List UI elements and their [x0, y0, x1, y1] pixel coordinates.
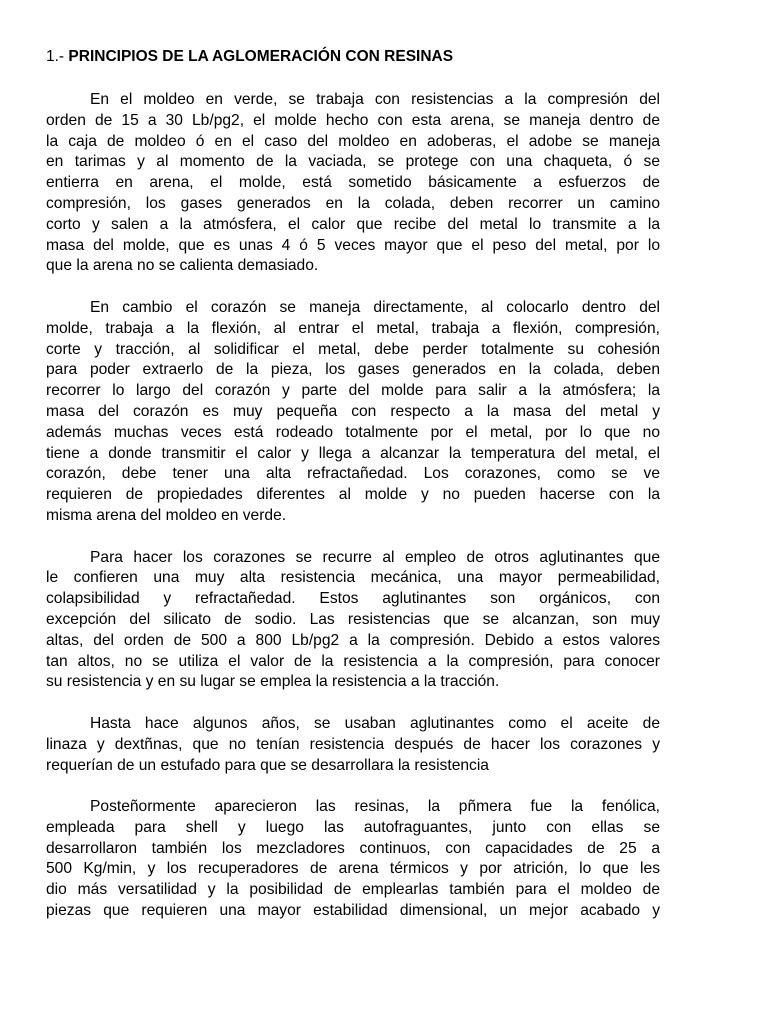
- text-line: tan altos, no se utiliza el valor de la resistencia a la compresión, para conocer: [46, 652, 660, 670]
- text-line: Para hacer los corazones se recurre al empleo de otros aglutinantes que: [90, 548, 660, 566]
- text-line: le confieren una muy alta resistencia mecánica, una mayor permeabilidad,: [46, 569, 660, 587]
- text-line: En el moldeo en verde, se trabaja con resistencias a la compresión del: [90, 91, 660, 108]
- text-line: la caja de moldeo ó en el caso del moldeo en adoberas, el adobe se maneja: [46, 132, 660, 150]
- paragraph: [46, 797, 660, 922]
- text-line: masa del corazón es muy pequeña con respecto a la masa del metal y: [46, 402, 660, 420]
- text-line: masa del molde, que es unas 4 ó 5 veces mayor que el peso del metal, por lo: [46, 236, 660, 254]
- text-line: corte y tracción, al solidificar el metal, debe perder totalmente su cohesión: [46, 340, 660, 358]
- text-line: compresión, los gases generados en la colada, deben recorrer un camino: [46, 194, 660, 212]
- text-line: altas, del orden de 500 a 800 Lb/pg2 a la compresión. Debido a estos valores: [46, 631, 660, 649]
- text-line: dio más versatilidad y la posibilidad de emplearlas también para el moldeo de: [46, 881, 660, 899]
- text-line: Posteñormente aparecieron las resinas, la pñmera fue la fenólica,: [90, 798, 660, 816]
- text-line: corto y salen a la atmósfera, el calor que recibe del metal lo transmite a la: [46, 215, 660, 233]
- text-line: tiene a donde transmitir el calor y llega a alcanzar la temperatura del metal, el: [46, 444, 660, 462]
- text-line: orden de 15 a 30 Lb/pg2, el molde hecho con esta arena, se maneja dentro de: [46, 111, 660, 129]
- paragraph: [46, 714, 660, 776]
- paragraph: [46, 90, 660, 277]
- section-title: PRINCIPIOS DE LA AGLOMERACIÓN CON RESINAS: [68, 48, 454, 65]
- text-line: desarrollaron también los mezcladores continuos, con capacidades de 25 a: [46, 839, 660, 857]
- section-number: 1.-: [46, 48, 65, 65]
- text-line: misma arena del moldeo en verde.: [46, 506, 287, 524]
- text-line: además muchas veces está rodeado totalmente por el metal, por lo que no: [46, 423, 660, 441]
- body-text: [46, 90, 660, 922]
- text-line: empleada para shell y luego las autofraguantes, junto con ellas se: [46, 818, 660, 836]
- text-line: En cambio el corazón se maneja directamente, al colocarlo dentro del: [90, 298, 660, 316]
- text-line: 500 Kg/min, y los recuperadores de arena térmicos y por atrición, lo que les: [46, 860, 660, 878]
- paragraph: [46, 548, 660, 694]
- text-line: molde, trabaja a la flexión, al entrar el metal, trabaja a flexión, compresión,: [46, 319, 660, 337]
- text-line: colapsibilidad y refractañedad. Estos aglutinantes son orgánicos, con: [46, 590, 660, 608]
- section-heading: [46, 47, 660, 67]
- text-line: requerían de un estufado para que se desarrollara la resistencia: [46, 756, 489, 774]
- paragraph: [46, 298, 660, 527]
- text-line: linaza y dextñnas, que no tenían resistencia después de hacer los corazones y: [46, 735, 660, 753]
- text-line: en tarimas y al momento de la vaciada, se protege con una chaqueta, ó se: [46, 153, 660, 171]
- text-line: Hasta hace algunos años, se usaban aglutinantes como el aceite de: [90, 714, 660, 732]
- text-line: corazón, debe tener una alta refractañedad. Los corazones, como se ve: [46, 465, 660, 483]
- text-line: para poder extraerlo de la pieza, los gases generados en la colada, deben: [46, 361, 660, 379]
- text-line: que la arena no se calienta demasiado.: [46, 257, 319, 275]
- text-line: entierra en arena, el molde, está sometido básicamente a esfuerzos de: [46, 174, 660, 192]
- text-line: piezas que requieren una mayor estabilidad dimensional, un mejor acabado y: [46, 902, 660, 920]
- text-line: requieren de propiedades diferentes al molde y no pueden hacerse con la: [46, 486, 660, 504]
- text-line: excepción del silicato de sodio. Las resistencias que se alcanzan, son muy: [46, 610, 660, 628]
- document-page: [46, 47, 660, 943]
- text-line: su resistencia y en su lugar se emplea la resistencia a la tracción.: [46, 673, 500, 691]
- text-line: recorrer lo largo del corazón y parte del molde para salir a la atmósfera; la: [46, 382, 660, 400]
